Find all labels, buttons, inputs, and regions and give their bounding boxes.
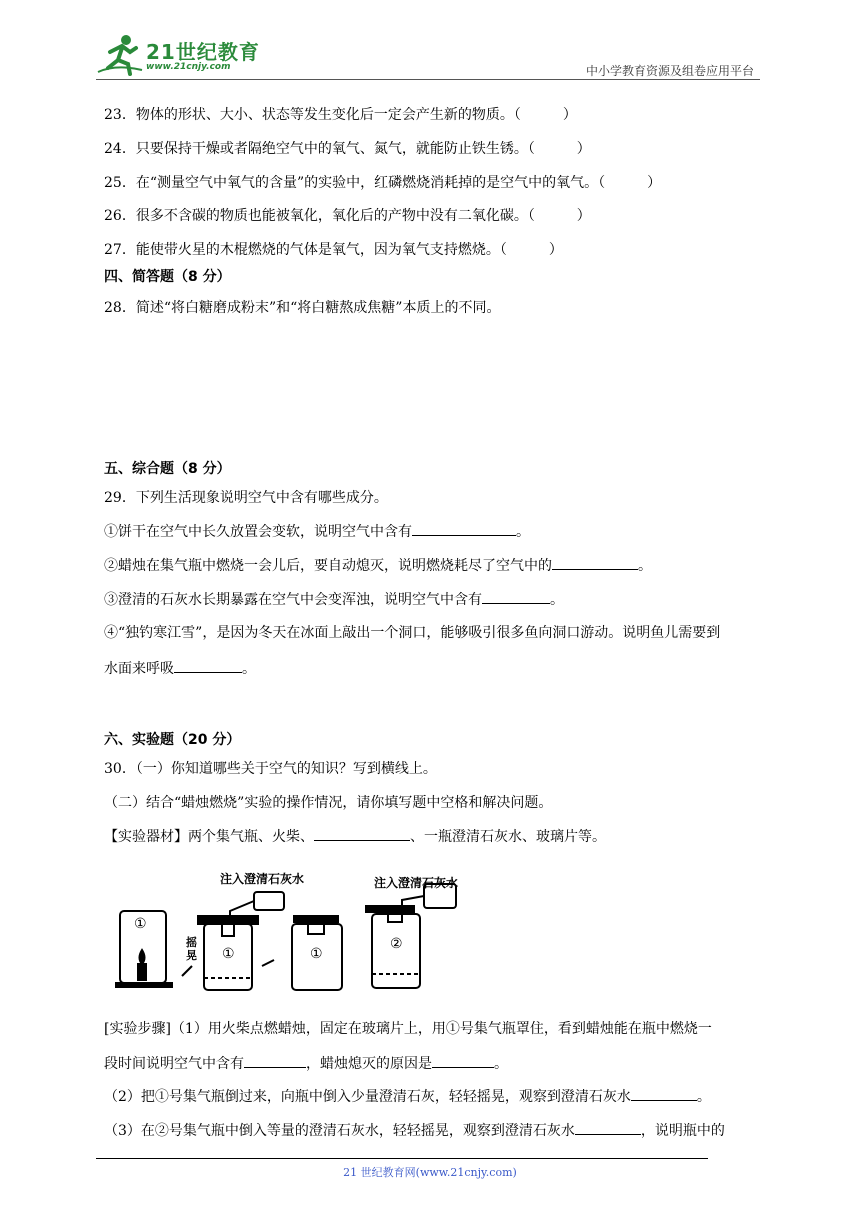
answer-blank[interactable] <box>244 1053 306 1068</box>
experiment-figure <box>112 866 472 1001</box>
logo-text: 21世纪教育 <box>146 40 260 64</box>
step-1-text: 段时间说明空气中含有 <box>104 1056 244 1072</box>
step-3-text-end: ，说明瓶中的 <box>640 1123 725 1139</box>
platform-name: 中小学教育资源及组卷应用平台 <box>585 64 754 78</box>
step-1-text-end: 。 <box>494 1056 508 1072</box>
q29-item-2 <box>104 555 652 576</box>
page-footer: 21 世纪教育网(www.21cnjy.com) <box>343 1166 517 1179</box>
q29-item-2-text: ②蜡烛在集气瓶中燃烧一会儿后，要自动熄灭，说明燃烧耗尽了空气中的 <box>104 558 552 574</box>
step-3 <box>104 1120 725 1141</box>
q29-item-1-end: 。 <box>516 524 530 540</box>
answer-blank[interactable] <box>174 658 242 673</box>
step-1-line-2 <box>104 1053 508 1074</box>
figure-label-1: 注入澄清石灰水 <box>220 872 305 886</box>
logo-url: www.21cnjy.com <box>146 62 231 72</box>
step-1-text-mid: ，蜡烛熄灭的原因是 <box>306 1056 432 1072</box>
answer-blank[interactable] <box>552 555 638 570</box>
answer-blank[interactable] <box>432 1053 494 1068</box>
step-2 <box>104 1086 711 1107</box>
question-30-part-2: （二）结合“蜡烛燃烧”实验的操作情况，请你填写题中空格和解决问题。 <box>104 795 553 811</box>
figure-label-2: 注入澄清石灰水 <box>374 876 459 890</box>
question-28: 28．简述“将白糖磨成粉末”和“将白糖熬成焦糖”本质上的不同。 <box>104 300 501 316</box>
question-23: 23．物体的形状、大小、状态等发生变化后一定会产生新的物质。（ ） <box>104 107 577 123</box>
q29-item-4-line2 <box>104 658 256 679</box>
answer-blank[interactable] <box>575 1120 641 1135</box>
experiment-equipment <box>104 826 606 847</box>
bottle-1-mark: ① <box>134 916 147 932</box>
step-3-text: （3）在②号集气瓶中倒入等量的澄清石灰水，轻轻摇晃，观察到澄清石灰水 <box>104 1123 575 1139</box>
answer-blank[interactable] <box>482 589 550 604</box>
bottle-2-mark: ② <box>390 936 403 952</box>
q29-item-3-text: ③澄清的石灰水长期暴露在空气中会变浑浊，说明空气中含有 <box>104 592 482 608</box>
page-header <box>96 30 760 80</box>
answer-blank[interactable] <box>412 521 516 536</box>
q29-item-4-line1: ④“独钓寒江雪”，是因为冬天在冰面上敲出一个洞口，能够吸引很多鱼向洞口游动。说明鱼儿需要到 <box>104 625 721 641</box>
section-4-title: 四、简答题（8 分） <box>104 269 231 285</box>
question-26: 26．很多不含碳的物质也能被氧化，氧化后的产物中没有二氧化碳。（ ） <box>104 208 591 224</box>
q29-item-4-text: 水面来呼吸 <box>104 661 174 677</box>
bottle-1-mark-upright: ① <box>310 946 323 962</box>
question-30: 30．（一）你知道哪些关于空气的知识？写到横线上。 <box>104 761 437 777</box>
step-2-text-end: 。 <box>696 1089 711 1105</box>
q29-item-3 <box>104 589 564 610</box>
site-logo <box>96 30 266 78</box>
step-1-line-1: [实验步骤]（1）用火柴点燃蜡烛，固定在玻璃片上，用①号集气瓶罩住，看到蜡烛能在瓶中燃烧一 <box>104 1021 712 1037</box>
q29-item-4-end: 。 <box>242 661 256 677</box>
runner-logo-icon <box>96 30 144 78</box>
q29-item-2-end: 。 <box>638 558 652 574</box>
bottle-1-mark-shaken: ① <box>222 946 235 962</box>
answer-blank[interactable] <box>631 1086 697 1101</box>
answer-blank[interactable] <box>314 826 410 841</box>
question-25: 25．在“测量空气中氧气的含量”的实验中，红磷燃烧消耗掉的是空气中的氧气。（ ） <box>104 175 662 191</box>
equipment-text-end: 、一瓶澄清石灰水、玻璃片等。 <box>410 829 606 845</box>
question-27: 27．能使带火星的木棍燃烧的气体是氧气，因为氧气支持燃烧。（ ） <box>104 242 563 258</box>
q29-item-1 <box>104 521 530 542</box>
question-29: 29．下列生活现象说明空气中含有哪些成分。 <box>104 490 388 506</box>
header-divider <box>96 79 760 80</box>
section-5-title: 五、综合题（8 分） <box>104 461 231 477</box>
q29-item-3-end: 。 <box>550 592 564 608</box>
section-6-title: 六、实验题（20 分） <box>104 732 241 748</box>
question-24: 24．只要保持干燥或者隔绝空气中的氧气、氮气，就能防止铁生锈。（ ） <box>104 141 591 157</box>
q29-item-1-text: ①饼干在空气中长久放置会变软，说明空气中含有 <box>104 524 412 540</box>
footer-divider <box>96 1158 708 1159</box>
figure-shake-label: 摇晃 <box>186 936 197 962</box>
equipment-text: 【实验器材】两个集气瓶、火柴、 <box>104 829 314 845</box>
step-2-text: （2）把①号集气瓶倒过来，向瓶中倒入少量澄清石灰，轻轻摇晃，观察到澄清石灰水 <box>104 1089 631 1105</box>
